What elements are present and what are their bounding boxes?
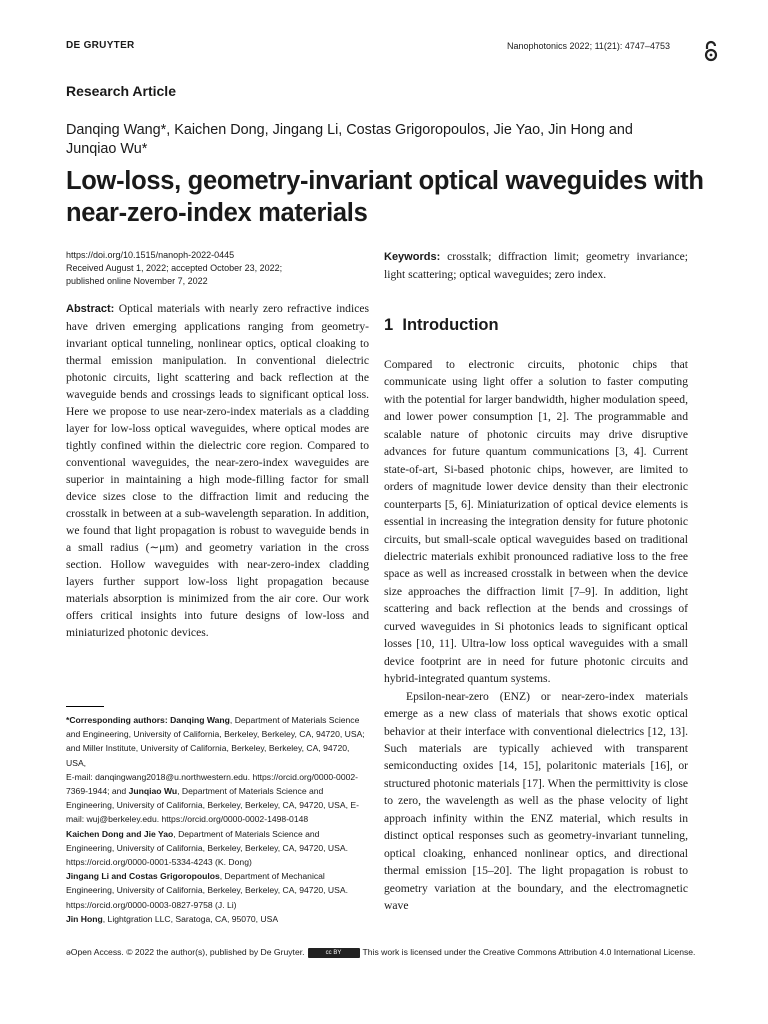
abstract-text: Optical materials with nearly zero refractive indices have driven emerging applications ranging from geometry-invariant optical tunneling, nonlinear optics, optical cloaking to thermal emission manipulation. In conventional dielectric photonic circuits, light scattering and back reflection at the waveguide bends and crossings leads to significant optical loss. Here we propose to use near-zero-index materials as a cladding layer for low-loss optical waveguides, where optical modes are tightly confined within the dielectric core region. Compared to conventional waveguides, the near-zero-index waveguides are superior in maintaining a high mode-filling factor for small device sizes close to the diffraction limit and reducing the crosstalk in between at a sub-wavelength separation. In addition, we found that light propagation is robust to waveguide bends in a small radius (∼μm) and geometry variation in the cross section. Hollow waveguides with near-zero-index cladding layers further support low-loss light propagation because materials absorption is minimized from the air core. Our work offers critical insights into future designs of low-loss and miniaturized photonic devices. (66, 302, 370, 639)
intro-paragraph-1: Compared to electronic circuits, photonic chips that communicate using light offer a solution to faster computing with the potential for larger bandwidth, higher modulation speed, and lower power consumption [1, 2]. The programmable and scalable nature of photonic circuits may drive disruptive advances for future quantum communications [3, 4]. Current state-of-art, Si-based photonic chips, however, are limited to orders of magnitude lower device density than their electronic counterparts [5, 6]. Miniaturization of optical device elements is essential in increasing the integration density for future photonic circuits, but small-scale optical waveguides based on traditional dielectric materials exhibit pronounced radiative loss to the free space as well as increased crosstalk in between when the device size approaches the diffraction limit [7–9]. In addition, light scattering and back reflection at the bends and crossings of curved waveguides in Si photonics leads to significant optical losses [10, 11]. Ultra-low loss optical waveguides with a small device footprint are in need for future photonic circuits and hybrid-integrated quantum systems. (384, 358, 688, 686)
publisher-logo-text: DE GRUYTER (66, 40, 135, 51)
license-text: This work is licensed under the Creative Commons Attribution 4.0 International License. (362, 947, 696, 957)
abstract-label: Abstract: (66, 303, 115, 315)
author-affil-hong: Jin Hong, Lightgration LLC, Saratoga, CA, 95070, USA (66, 913, 279, 924)
article-type: Research Article (66, 83, 176, 99)
section-title: Introduction (402, 316, 499, 334)
keywords-label: Keywords: (384, 251, 441, 263)
intro-paragraph-2: Epsilon-near-zero (ENZ) or near-zero-index materials emerge as a new class of materials that shows exotic optical behavior at their interface with conventional dielectrics [12, 13]. Such materials are typically achieved with transparent semiconducting oxides [14, 15], polaritonic materials [16], or structured photonic materials [17]. When the permittivity is close to zero, the wavelength as well as the phase velocity of light approach infinity within the ENZ material, which results in distinct optical responses such as geometry-invariant tunneling, optical cloaking, enhanced nonlinear optics, and directional thermal emission [15–20]. The light propagation is robust to geometry variation at the boundary, and the electromagnetic wave (384, 689, 688, 913)
keywords-text: crosstalk; diffraction limit; geometry invariance; light scattering; optical waveguides; zero index. (384, 250, 688, 281)
paper-title: Low-loss, geometry-invariant optical waveguides with near-zero-index materials (66, 167, 704, 227)
published-date: published online November 7, 2022 (66, 276, 208, 286)
open-access-icon (702, 40, 720, 62)
publication-info (66, 249, 366, 288)
corr-author-wang-email: E-mail: danqingwang2018@u.northwestern.edu. https://orcid.org/0000-0002-7369-1944; and Junqiao Wu, Department of Materials Science and Engineering, University of California, Berkeley, Berkeley, CA, 94720, USA, E-mail: wuj@berkeley.edu. https://orcid.org/0000-0002-1498-0148 (66, 771, 359, 825)
cc-by-badge: cc BY (308, 948, 360, 958)
abstract (66, 300, 369, 641)
section-heading (384, 316, 499, 335)
corr-author-wang: *Corresponding authors: Danqing Wang, Department of Materials Science and Engineering, University of California, Berkeley, Berkeley, CA, 94720, USA; and Miller Institute, University of California, Berkeley, Berkeley, CA, 94720, USA, (66, 715, 365, 768)
received-date: Received August 1, 2022; accepted October 23, 2022; (66, 263, 283, 273)
introduction-body (384, 356, 688, 915)
author-affil-dong-yao: Kaichen Dong and Jie Yao, Department of Materials Science and Engineering, University of California, Berkeley, Berkeley, CA, 94720, USA. https://orcid.org/0000-0001-5334-4243 (K. Dong) (66, 828, 348, 868)
corresponding-authors-note (66, 713, 369, 926)
section-number: 1 (384, 316, 394, 334)
author-list: Danqing Wang*, Kaichen Dong, Jingang Li, Costas Grigoropoulos, Jie Yao, Jin Hong and Junqiao Wu* (66, 122, 633, 157)
author-affil-li-grigoropoulos: Jingang Li and Costas Grigoropoulos, Department of Mechanical Engineering, University of California, Berkeley, Berkeley, CA, 94720, USA. https://orcid.org/0000-0003-0827-9758 (J. Li) (66, 871, 348, 910)
doi-link[interactable]: https://doi.org/10.1515/nanoph-2022-0445 (66, 250, 235, 260)
journal-citation: Nanophotonics 2022; 11(21): 4747–4753 (507, 41, 670, 51)
footnote-divider (66, 706, 104, 707)
open-access-statement: Open Access. © 2022 the author(s), published by De Gruyter. (70, 947, 305, 957)
open-access-small-icon: ə (66, 947, 71, 957)
keywords (384, 248, 688, 283)
license-footer (66, 946, 716, 958)
